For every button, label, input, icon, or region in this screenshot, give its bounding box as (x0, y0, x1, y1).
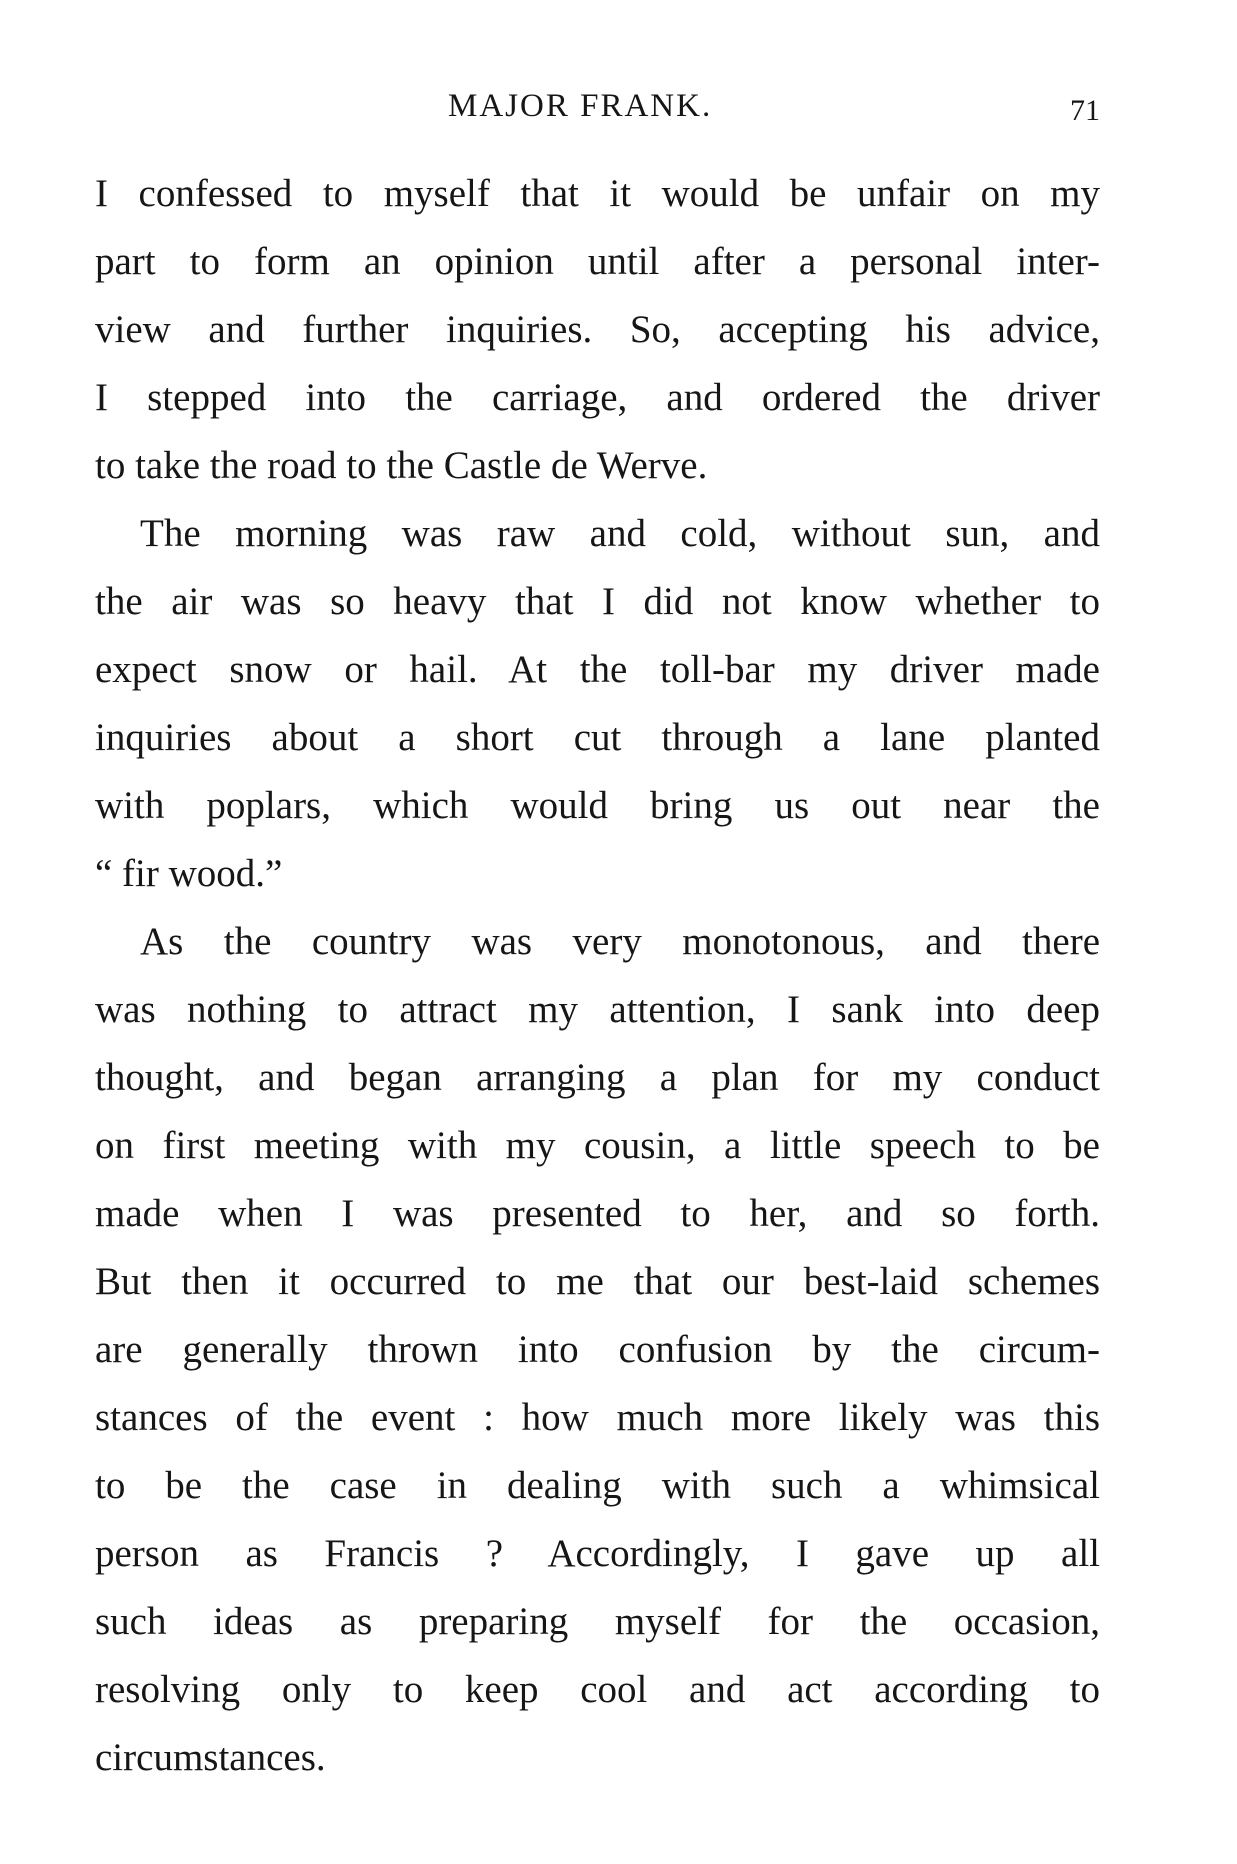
text-line: the air was so heavy that I did not know whether to (95, 580, 1100, 623)
text-line: person as Francis ? Accordingly, I gave up all (95, 1532, 1100, 1575)
text-line: to be the case in dealing with such a whimsical (95, 1464, 1100, 1507)
text-line: I confessed to myself that it would be unfair on my (95, 172, 1100, 215)
running-title: MAJOR FRANK. (448, 88, 713, 124)
text-line: But then it occurred to me that our best-laid schemes (95, 1260, 1100, 1303)
text-line: “ fir wood.” (95, 852, 283, 895)
text-line: stances of the event : how much more likely was this (95, 1396, 1100, 1439)
paragraph-2 (95, 500, 1100, 908)
text-line: part to form an opinion until after a personal inter- (95, 240, 1100, 283)
text-line: view and further inquiries. So, accepting his advice, (95, 308, 1100, 351)
text-line: I stepped into the carriage, and ordered the driver (95, 376, 1100, 419)
text-line: circumstances. (95, 1736, 326, 1779)
paragraph-3 (95, 908, 1100, 1792)
text-line: resolving only to keep cool and act according to (95, 1668, 1100, 1711)
text-line: such ideas as preparing myself for the occasion, (95, 1600, 1100, 1643)
text-line: to take the road to the Castle de Werve. (95, 444, 708, 487)
text-line: with poplars, which would bring us out near the (95, 784, 1100, 827)
running-head (95, 88, 1100, 128)
text-line: made when I was presented to her, and so forth. (95, 1192, 1100, 1235)
text-line: was nothing to attract my attention, I sank into deep (95, 988, 1100, 1031)
text-line: The morning was raw and cold, without sun, and (140, 512, 1100, 555)
text-line: inquiries about a short cut through a lane planted (95, 716, 1100, 759)
text-line: expect snow or hail. At the toll-bar my driver made (95, 648, 1100, 691)
paragraph-1 (95, 160, 1100, 500)
text-line: As the country was very monotonous, and there (140, 920, 1100, 963)
body-text (95, 160, 1100, 1792)
page-number: 71 (1070, 94, 1100, 127)
text-line: thought, and began arranging a plan for my conduct (95, 1056, 1100, 1099)
text-line: on first meeting with my cousin, a little speech to be (95, 1124, 1100, 1167)
text-line: are generally thrown into confusion by the circum- (95, 1328, 1100, 1371)
